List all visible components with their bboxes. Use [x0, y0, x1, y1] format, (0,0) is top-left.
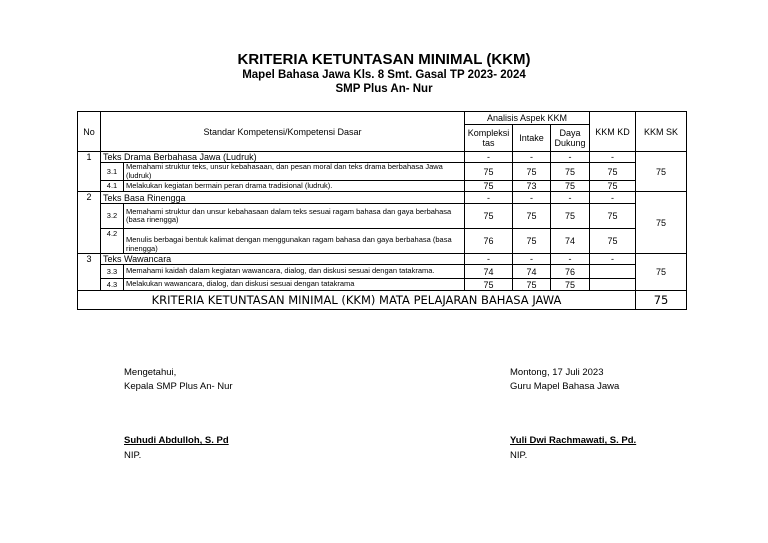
kd-text: Memahami struktur teks, unsur kebahasaan, dan pesan moral dan teks drama berbahasa Jawa (ludruk)	[124, 163, 465, 181]
kd-value-k: 75	[465, 279, 513, 291]
kkm-sk-value: 75	[636, 192, 687, 254]
sk-value: -	[513, 254, 551, 265]
signature-left-line2: Kepala SMP Plus An- Nur	[124, 381, 233, 392]
kd-value-d: 75	[551, 204, 590, 229]
kd-value-k: 76	[465, 229, 513, 254]
kd-value-kd: 75	[590, 181, 636, 192]
kd-value-d: 76	[551, 265, 590, 279]
kd-value-i: 74	[513, 265, 551, 279]
table-row-sk	[78, 152, 687, 163]
sk-title: Teks Wawancara	[101, 254, 465, 265]
row-number: 3	[78, 254, 101, 291]
sk-value: -	[590, 152, 636, 163]
signature-right-line2: Guru Mapel Bahasa Jawa	[510, 381, 620, 392]
sk-value: -	[551, 152, 590, 163]
table-row-sk	[78, 192, 687, 204]
kd-value-d: 75	[551, 279, 590, 291]
kkm-sk-value: 75	[636, 254, 687, 291]
row-number: 1	[78, 152, 101, 192]
header-kompleksitas: Kompleksi tas	[465, 125, 513, 152]
header-standar-kompetensi: Standar Kompetensi/Kompetensi Dasar	[101, 112, 465, 152]
sk-value: -	[465, 152, 513, 163]
kd-text: Melakukan wawancara, dialog, dan diskusi sesuai dengan tatakrama	[124, 279, 465, 291]
sk-value: -	[551, 254, 590, 265]
header-analisis: Analisis Aspek KKM	[465, 112, 590, 125]
document-title: KRITERIA KETUNTASAN MINIMAL (KKM)	[237, 51, 531, 68]
kd-value-kd: 75	[590, 163, 636, 181]
kd-value-k: 75	[465, 163, 513, 181]
sk-value: -	[551, 192, 590, 204]
kkm-table	[77, 111, 687, 310]
signature-right-nip: NIP.	[510, 450, 528, 461]
kkm-sk-value: 75	[636, 152, 687, 192]
kd-number: 4.2	[101, 229, 124, 254]
table-row-kd	[78, 265, 687, 279]
kd-number: 3.2	[101, 204, 124, 229]
row-number: 2	[78, 192, 101, 254]
total-row	[78, 291, 687, 310]
kd-value-d: 75	[551, 163, 590, 181]
school-name: SMP Plus An- Nur	[335, 83, 433, 95]
kd-value-kd	[590, 279, 636, 291]
kd-value-k: 75	[465, 204, 513, 229]
kd-text: Memahami kaidah dalam kegiatan wawancara, dialog, dan diskusi sesuai dengan tatakrama.	[124, 265, 465, 279]
signature-right-name: Yuli Dwi Rachmawati, S. Pd.	[510, 435, 637, 446]
sk-value: -	[465, 192, 513, 204]
kd-value-i: 75	[513, 229, 551, 254]
table-row-kd	[78, 204, 687, 229]
kd-value-kd	[590, 265, 636, 279]
header-daya-dukung: Daya Dukung	[551, 125, 590, 152]
kd-text: Menulis berbagai bentuk kalimat dengan menggunakan ragam bahasa dan gaya berbahasa (basa rinengga)	[124, 229, 465, 254]
kd-value-k: 75	[465, 181, 513, 192]
kd-number: 3.3	[101, 265, 124, 279]
kd-number: 3.1	[101, 163, 124, 181]
kd-value-d: 75	[551, 181, 590, 192]
kd-text: Melakukan kegiatan bermain peran drama tradisional (ludruk).	[124, 181, 465, 192]
table-row-kd	[78, 279, 687, 291]
header-kkm-kd: KKM KD	[590, 112, 636, 152]
kd-number: 4.1	[101, 181, 124, 192]
kd-value-d: 74	[551, 229, 590, 254]
document-subtitle: Mapel Bahasa Jawa Kls. 8 Smt. Gasal TP 2023- 2024	[242, 69, 526, 81]
table-row-kd	[78, 163, 687, 181]
header-no: No	[78, 112, 101, 152]
sk-title: Teks Basa Rinengga	[101, 192, 465, 204]
signature-left-nip: NIP.	[124, 450, 142, 461]
sk-title: Teks Drama Berbahasa Jawa (Ludruk)	[101, 152, 465, 163]
table-row-kd	[78, 181, 687, 192]
sk-value: -	[465, 254, 513, 265]
sk-value: -	[590, 254, 636, 265]
kd-value-kd: 75	[590, 229, 636, 254]
sk-value: -	[513, 152, 551, 163]
kd-value-i: 75	[513, 163, 551, 181]
signature-left-name: Suhudi Abdulloh, S. Pd	[124, 435, 229, 446]
table-row-kd	[78, 229, 687, 254]
header-intake: Intake	[513, 125, 551, 152]
sk-value: -	[513, 192, 551, 204]
sk-value: -	[590, 192, 636, 204]
signature-right-line1: Montong, 17 Juli 2023	[510, 367, 604, 378]
total-label: KRITERIA KETUNTASAN MINIMAL (KKM) MATA PELAJARAN BAHASA JAWA	[78, 291, 636, 310]
kd-value-i: 75	[513, 204, 551, 229]
kd-number: 4.3	[101, 279, 124, 291]
kd-text: Memahami struktur dan unsur kebahasaan dalam teks sesuai ragam bahasa dan gaya berbahasa (basa rinengga)	[124, 204, 465, 229]
header-kkm-sk: KKM SK	[636, 112, 687, 152]
kd-value-k: 74	[465, 265, 513, 279]
signature-left-line1: Mengetahui,	[124, 367, 177, 378]
kd-value-i: 73	[513, 181, 551, 192]
kd-value-kd: 75	[590, 204, 636, 229]
table-row-sk	[78, 254, 687, 265]
kd-value-i: 75	[513, 279, 551, 291]
total-value: 75	[636, 291, 687, 310]
